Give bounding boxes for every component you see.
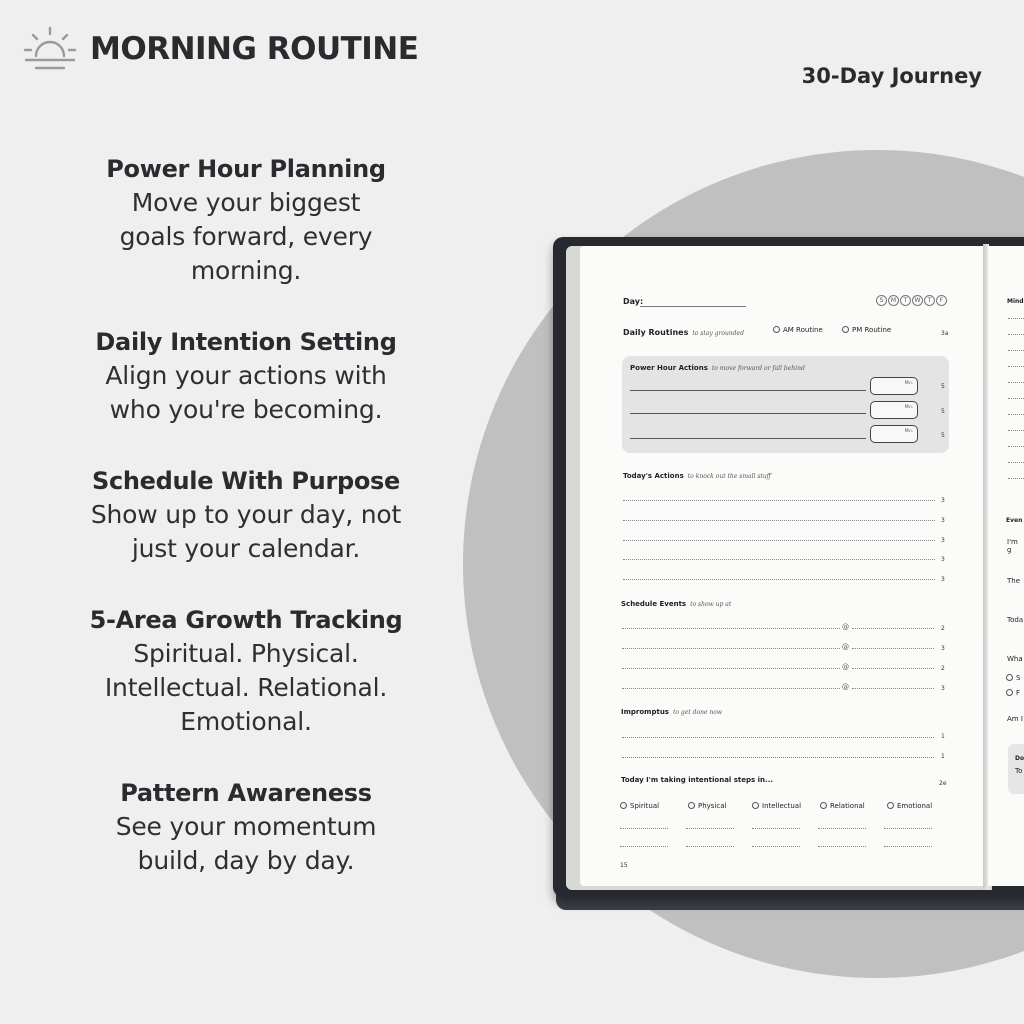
feature-title: Schedule With Purpose <box>91 467 401 495</box>
right-page-line <box>1008 366 1024 367</box>
action-points: 3 <box>941 537 945 544</box>
right-page-line <box>1008 446 1024 447</box>
schedule-events-label <box>621 600 731 608</box>
impromptus-title: Impromptus <box>621 708 669 716</box>
event-points: 2 <box>941 625 945 632</box>
area-option-spiritual <box>620 802 659 810</box>
impromptu-line <box>622 757 934 758</box>
weekday-circle: M <box>888 295 899 306</box>
weekday-circle: W <box>912 295 923 306</box>
right-page-prompt: I'm g <box>1007 538 1018 554</box>
todays-actions-hint: to knock out the small stuff <box>687 473 771 480</box>
daily-routines-title: Daily Routines <box>623 328 689 337</box>
action-points: 3 <box>941 517 945 524</box>
event-time-line <box>852 688 934 689</box>
power-hour-line <box>630 390 866 391</box>
impromptu-points: 1 <box>941 733 945 740</box>
radio-circle-icon <box>887 802 894 809</box>
weekday-circle: S <box>876 295 887 306</box>
feature-item <box>40 464 452 566</box>
pm-routine-label: PM Routine <box>852 326 892 334</box>
feature-description: Move your biggest goals forward, every morning. <box>119 188 373 285</box>
intentional-steps-label: Today I'm taking intentional steps in... <box>621 776 774 784</box>
action-line <box>623 559 935 560</box>
radio-circle-icon <box>842 326 849 333</box>
impromptus-hint: to get done now <box>672 709 723 716</box>
area-note-line <box>884 846 932 847</box>
weekday-circle: F <box>936 295 947 306</box>
right-page-option-label: F <box>1016 689 1021 697</box>
event-at-symbol: @ <box>842 663 849 671</box>
schedule-events-hint: to show up at <box>690 601 732 608</box>
feature-description: Show up to your day, not just your calendar. <box>90 500 402 563</box>
radio-circle-icon <box>820 802 827 809</box>
minutes-label: Min. <box>904 380 913 385</box>
action-line <box>623 500 935 501</box>
feature-item <box>40 776 452 878</box>
power-hour-title: Power Hour Actions <box>630 364 708 372</box>
event-line <box>622 648 840 649</box>
day-line <box>640 306 746 307</box>
page-number: 15 <box>620 862 628 869</box>
am-routine-option <box>773 326 823 334</box>
feature-description: See your momentum build, day by day. <box>115 812 377 875</box>
feature-description: Spiritual. Physical. Intellectual. Relational. Emotional. <box>104 639 388 736</box>
todays-actions-title: Today's Actions <box>623 472 684 480</box>
right-page-option <box>1006 674 1020 682</box>
radio-circle-icon <box>752 802 759 809</box>
weekday-circle: T <box>900 295 911 306</box>
minutes-box <box>870 401 918 419</box>
right-page-line <box>1008 382 1024 383</box>
right-page-prompt: Am I <box>1007 715 1023 723</box>
impromptus-label <box>621 708 722 716</box>
feature-item <box>40 325 452 427</box>
feature-title: Daily Intention Setting <box>95 328 397 356</box>
right-page-option <box>1006 689 1020 697</box>
action-points: 3 <box>941 497 945 504</box>
feature-item <box>40 603 452 739</box>
area-note-line <box>884 828 932 829</box>
area-option-physical <box>688 802 726 810</box>
feature-title: Pattern Awareness <box>120 779 372 807</box>
feature-item <box>40 152 452 288</box>
area-note-line <box>752 828 800 829</box>
sunrise-icon <box>22 24 78 74</box>
schedule-events-title: Schedule Events <box>621 600 687 608</box>
area-label: Relational <box>830 802 865 810</box>
right-page-prompt: Wha <box>1007 655 1023 663</box>
event-line <box>622 628 840 629</box>
event-points: 2 <box>941 665 945 672</box>
action-points: 3 <box>941 576 945 583</box>
power-hour-points: 5 <box>941 432 945 439</box>
radio-circle-icon <box>1006 689 1013 696</box>
power-hour-points: 5 <box>941 408 945 415</box>
area-label: Spiritual <box>630 802 660 810</box>
radio-circle-icon <box>1006 674 1013 681</box>
area-label: Physical <box>698 802 727 810</box>
power-hour-hint: to move forward or fall behind <box>711 365 805 372</box>
right-page-line <box>1008 318 1024 319</box>
weekday-circles <box>876 295 947 306</box>
day-label: Day: <box>623 297 644 306</box>
feature-description: Align your actions with who you're becoming. <box>105 361 387 424</box>
power-hour-points: 5 <box>941 383 945 390</box>
daily-routines-hint: to stay grounded <box>692 330 744 337</box>
minutes-box <box>870 377 918 395</box>
event-time-line <box>852 628 934 629</box>
right-page-line <box>1008 462 1024 463</box>
area-label: Intellectual <box>762 802 802 810</box>
header <box>22 24 418 74</box>
feature-list <box>40 152 452 915</box>
pm-routine-option <box>842 326 891 334</box>
right-page-line <box>1008 414 1024 415</box>
weekday-circle: T <box>924 295 935 306</box>
area-note-line <box>620 828 668 829</box>
impromptu-points: 1 <box>941 753 945 760</box>
event-time-line <box>852 668 934 669</box>
am-routine-label: AM Routine <box>783 326 823 334</box>
radio-circle-icon <box>688 802 695 809</box>
page-title: MORNING ROUTINE <box>90 31 419 67</box>
journal-page-left <box>580 246 986 886</box>
area-option-intellectual <box>752 802 801 810</box>
impromptu-line <box>622 737 934 738</box>
area-note-line <box>686 846 734 847</box>
feature-title: 5-Area Growth Tracking <box>89 606 403 634</box>
right-page-line <box>1008 398 1024 399</box>
right-page-line <box>1008 334 1024 335</box>
action-line <box>623 520 935 521</box>
event-line <box>622 688 840 689</box>
event-line <box>622 668 840 669</box>
action-line <box>623 540 935 541</box>
todays-actions-label <box>623 472 771 480</box>
minutes-box <box>870 425 918 443</box>
right-page-line <box>1008 350 1024 351</box>
right-page-heading: Mind <box>1007 298 1024 305</box>
area-note-line <box>752 846 800 847</box>
area-note-line <box>686 828 734 829</box>
power-hour-line <box>630 413 866 414</box>
event-points: 3 <box>941 645 945 652</box>
area-label: Emotional <box>897 802 933 810</box>
right-page-box-label: Do <box>1015 755 1024 762</box>
right-page-heading: Even <box>1006 517 1023 524</box>
area-note-line <box>620 846 668 847</box>
radio-circle-icon <box>620 802 627 809</box>
right-page-prompt: Toda <box>1007 616 1024 624</box>
right-page-line <box>1008 430 1024 431</box>
area-note-line <box>818 828 866 829</box>
area-note-line <box>818 846 866 847</box>
action-points: 3 <box>941 556 945 563</box>
power-hour-label <box>630 364 805 372</box>
event-points: 3 <box>941 685 945 692</box>
routine-points: 3a <box>941 330 949 337</box>
minutes-label: Min. <box>904 428 913 433</box>
intentional-points: 2e <box>939 780 947 787</box>
event-time-line <box>852 648 934 649</box>
action-line <box>623 579 935 580</box>
area-option-relational <box>820 802 865 810</box>
right-page-option-label: S <box>1016 674 1021 682</box>
right-page-box-text: To <box>1015 767 1023 775</box>
radio-circle-icon <box>773 326 780 333</box>
power-hour-line <box>630 438 866 439</box>
event-at-symbol: @ <box>842 643 849 651</box>
feature-title: Power Hour Planning <box>106 155 386 183</box>
right-page-line <box>1008 478 1024 479</box>
event-at-symbol: @ <box>842 623 849 631</box>
right-page-prompt: The <box>1007 577 1021 585</box>
daily-routines-label <box>623 328 744 337</box>
event-at-symbol: @ <box>842 683 849 691</box>
page-subtitle: 30-Day Journey <box>801 64 982 88</box>
minutes-label: Min. <box>904 404 913 409</box>
area-option-emotional <box>887 802 932 810</box>
